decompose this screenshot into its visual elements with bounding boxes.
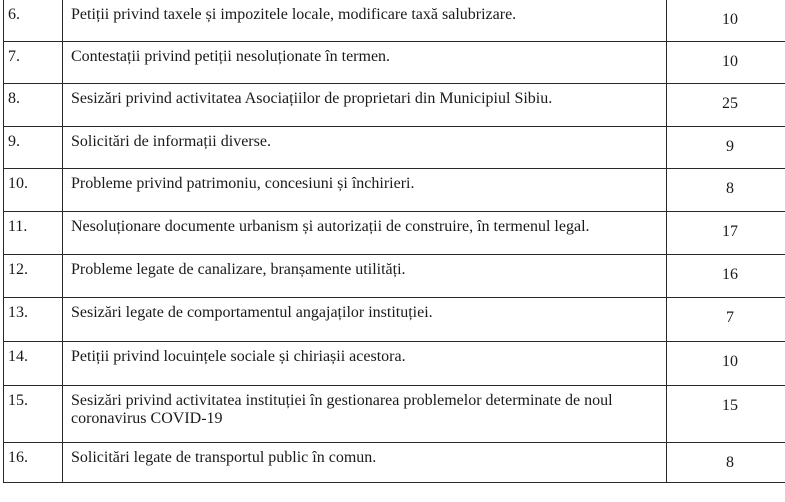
row-description: Contestații privind petiții nesoluționate în termen. xyxy=(63,42,667,84)
row-description: Probleme privind patrimoniu, concesiuni și închirieri. xyxy=(63,169,667,212)
row-number: 14. xyxy=(4,342,63,386)
table-row xyxy=(4,169,785,212)
row-count: 10 xyxy=(722,53,738,70)
row-count: 10 xyxy=(722,353,738,370)
row-count: 7 xyxy=(726,309,734,326)
row-number: 7. xyxy=(4,42,63,84)
table-row xyxy=(4,443,785,483)
table-row xyxy=(4,255,785,298)
row-count: 10 xyxy=(722,11,738,28)
row-count: 15 xyxy=(722,397,738,414)
row-description: Sesizări legate de comportamentul angajaților instituției. xyxy=(63,298,667,342)
row-description: Solicitări de informații diverse. xyxy=(63,127,667,169)
row-number: 15. xyxy=(4,386,63,443)
table-row xyxy=(4,42,785,84)
row-number: 9. xyxy=(4,127,63,169)
row-number: 13. xyxy=(4,298,63,342)
row-description: Nesoluționare documente urbanism și autorizații de construire, în termenul legal. xyxy=(63,212,667,255)
table-row xyxy=(4,212,785,255)
table-row xyxy=(4,342,785,386)
row-description: Sesizări privind activitatea instituției în gestionarea problemelor determinate de noul coronavirus COVID-19 xyxy=(63,386,667,443)
row-description: Sesizări privind activitatea Asociațiilor de proprietari din Municipiul Sibiu. xyxy=(63,84,667,127)
row-number: 8. xyxy=(4,84,63,127)
row-description: Solicitări legate de transportul public în comun. xyxy=(63,443,667,483)
row-number: 12. xyxy=(4,255,63,298)
row-number: 6. xyxy=(4,0,63,42)
row-count: 17 xyxy=(722,223,738,240)
row-number: 11. xyxy=(4,212,63,255)
row-description: Petiții privind locuințele sociale și chiriașii acestora. xyxy=(63,342,667,386)
table-row xyxy=(4,127,785,169)
row-count: 16 xyxy=(722,266,738,283)
table-row xyxy=(4,298,785,342)
table-row xyxy=(4,84,785,127)
petitions-table xyxy=(3,0,785,483)
row-count: 25 xyxy=(722,95,738,112)
row-description: Petiții privind taxele și impozitele locale, modificare taxă salubrizare. xyxy=(63,0,667,42)
row-description: Probleme legate de canalizare, branșamente utilități. xyxy=(63,255,667,298)
table-row xyxy=(4,0,785,42)
row-count: 8 xyxy=(726,454,734,471)
table-row xyxy=(4,386,785,443)
row-count: 9 xyxy=(726,138,734,155)
row-number: 16. xyxy=(4,443,63,483)
row-number: 10. xyxy=(4,169,63,212)
row-count: 8 xyxy=(726,180,734,197)
